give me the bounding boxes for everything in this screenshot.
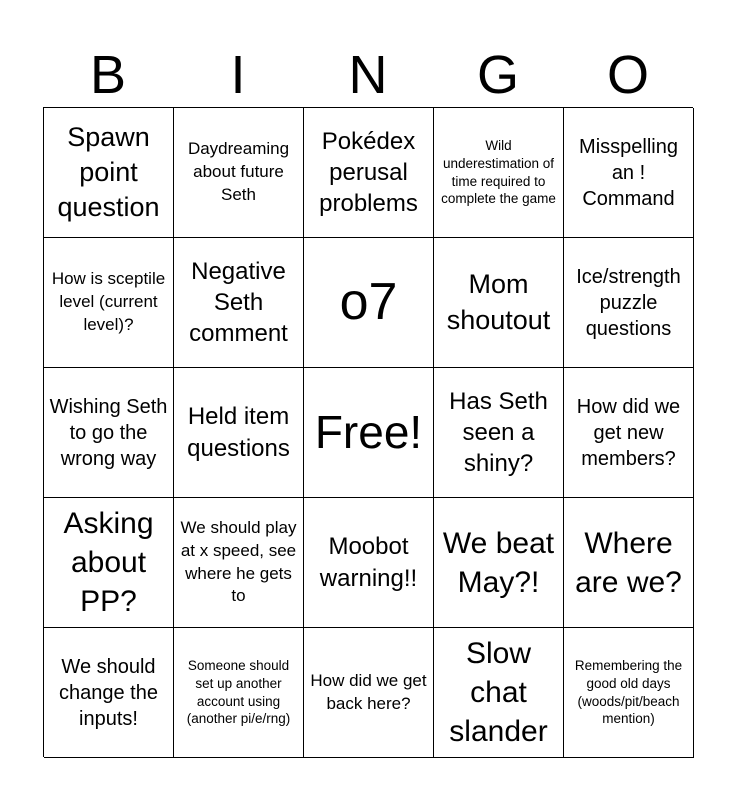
bingo-cell-r3-c2[interactable] <box>174 368 304 498</box>
bingo-board <box>43 107 693 757</box>
cell-text: Daydreaming about future Seth <box>187 139 290 204</box>
header-letter-g: G <box>476 45 519 105</box>
cell-text: Where are we? <box>575 526 682 599</box>
bingo-cell-r2-c4[interactable] <box>434 238 564 368</box>
header-letter-o: O <box>606 45 649 105</box>
bingo-cell-r2-c1[interactable] <box>44 238 174 368</box>
bingo-cell-r1-c2[interactable] <box>174 108 304 238</box>
cell-text: How is sceptile level (current level)? <box>51 269 166 334</box>
cell-text: Misspelling an ! Command <box>579 135 678 210</box>
bingo-cell-r3-c1[interactable] <box>44 368 174 498</box>
header-letter-i: I <box>230 45 246 105</box>
cell-text: Spawn point question <box>57 121 160 223</box>
cell-text: Free! <box>314 406 423 459</box>
cell-text: Has Seth seen a shiny? <box>449 387 548 478</box>
bingo-cell-r4-c4[interactable] <box>434 498 564 628</box>
bingo-cell-r1-c1[interactable] <box>44 108 174 238</box>
header-letter-n: N <box>348 45 388 105</box>
cell-text: Asking about PP? <box>63 507 154 618</box>
bingo-cell-r4-c5[interactable] <box>564 498 694 628</box>
cell-text: Ice/strength puzzle questions <box>576 265 681 340</box>
bingo-cell-r3-c5[interactable] <box>564 368 694 498</box>
bingo-cell-r2-c2[interactable] <box>174 238 304 368</box>
header-letter-b: B <box>89 45 127 105</box>
cell-text: Negative Seth comment <box>189 257 288 348</box>
bingo-cell-r4-c1[interactable] <box>44 498 174 628</box>
cell-text: Pokédex perusal problems <box>319 127 418 218</box>
bingo-cell-r4-c2[interactable] <box>174 498 304 628</box>
cell-text: o7 <box>339 273 398 332</box>
bingo-cell-r1-c4[interactable] <box>434 108 564 238</box>
cell-text: How did we get new members? <box>576 395 681 470</box>
cell-text: Wishing Seth to go the wrong way <box>49 395 168 470</box>
bingo-cell-r1-c5[interactable] <box>564 108 694 238</box>
cell-text: Held item questions <box>187 403 290 462</box>
bingo-cell-r2-c5[interactable] <box>564 238 694 368</box>
bingo-cell-r3-c3[interactable] <box>304 368 434 498</box>
bingo-cell-r5-c3[interactable] <box>304 628 434 758</box>
cell-text: Remembering the good old days (woods/pit/beach mention) <box>574 658 683 727</box>
cell-text: Slow chat slander <box>449 637 548 748</box>
cell-text: Moobot warning!! <box>319 533 418 592</box>
cell-text: We should change the inputs! <box>59 655 158 730</box>
cell-text: Mom shoutout <box>446 269 551 335</box>
bingo-cell-r2-c3[interactable] <box>304 238 434 368</box>
cell-text: Someone should set up another account using (another pi/e/rng) <box>186 658 291 727</box>
cell-text: Wild underestimation of time required to complete the game <box>441 138 556 207</box>
bingo-cell-r5-c1[interactable] <box>44 628 174 758</box>
bingo-cell-r4-c3[interactable] <box>304 498 434 628</box>
bingo-cell-r1-c3[interactable] <box>304 108 434 238</box>
cell-text: We beat May?! <box>442 526 555 599</box>
bingo-cell-r3-c4[interactable] <box>434 368 564 498</box>
bingo-cell-r5-c4[interactable] <box>434 628 564 758</box>
cell-text: We should play at x speed, see where he gets to <box>180 517 297 606</box>
bingo-cell-r5-c2[interactable] <box>174 628 304 758</box>
cell-text: How did we get back here? <box>310 670 427 713</box>
bingo-cell-r5-c5[interactable] <box>564 628 694 758</box>
bingo-header <box>43 44 693 106</box>
